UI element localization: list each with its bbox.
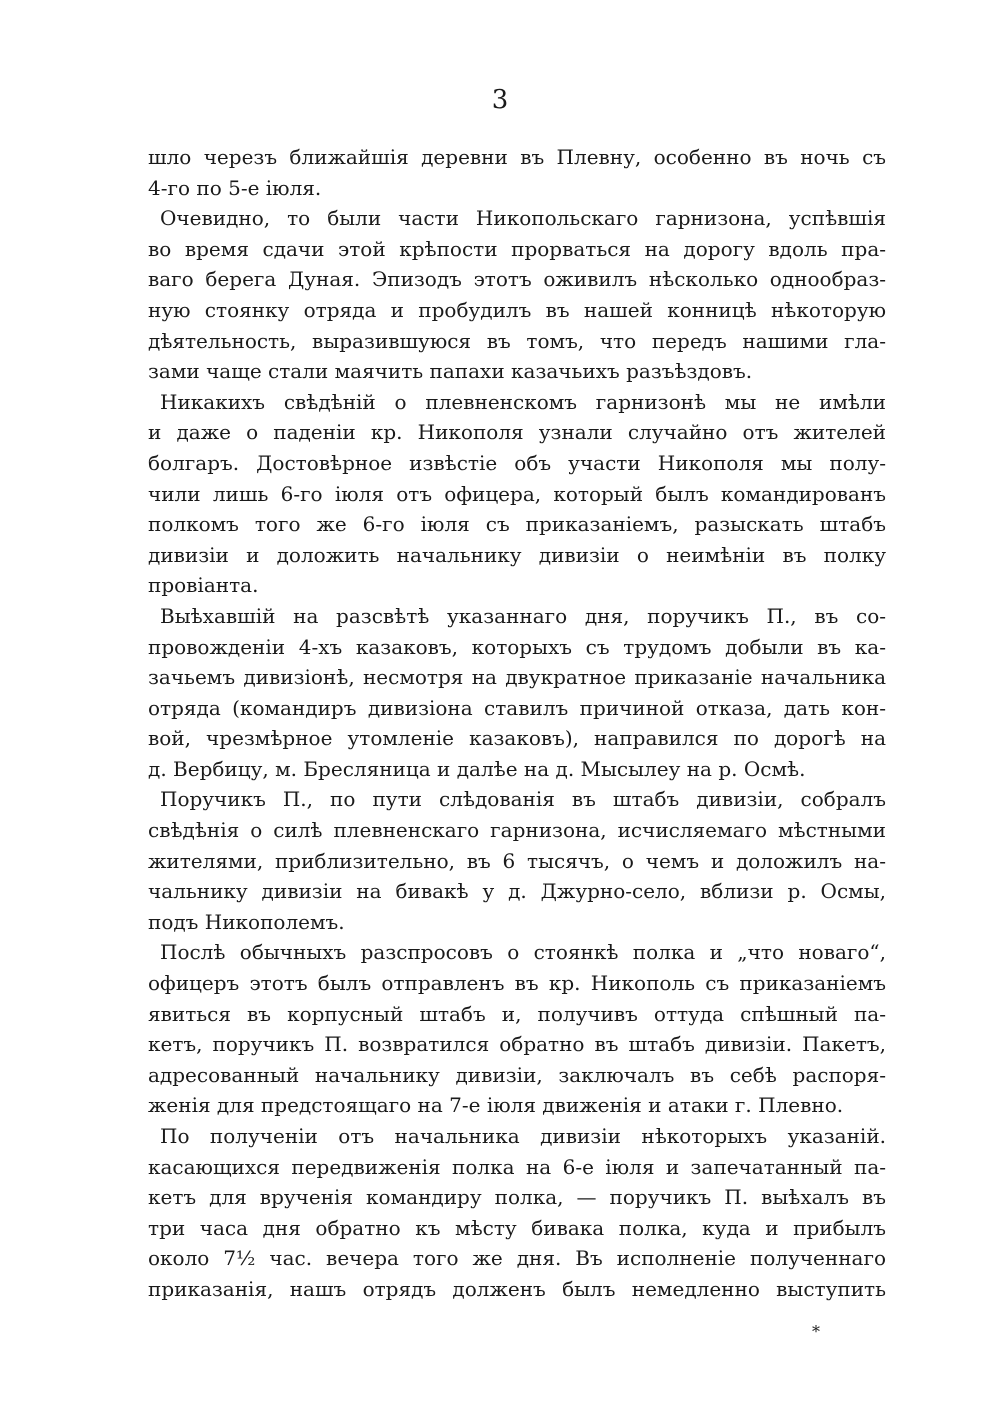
text-line: Послѣ обычныхъ разспросовъ о стоянкѣ полка и „что новаго“,: [160, 940, 886, 965]
text-line: кетъ, поручикъ П. возвратился обратно въ штабъ дивизіи. Пакетъ,: [148, 1032, 886, 1057]
text-line: Никакихъ свѣдѣній о плевненскомъ гарнизонѣ мы не имѣли: [160, 389, 886, 414]
text-line: чальнику дивизіи на бивакѣ у д. Джурно-село, вблизи р. Осмы,: [148, 879, 886, 904]
text-line: полкомъ того же 6-го іюля съ приказаніемъ, разыскать штабъ: [148, 512, 886, 537]
text-line: Очевидно, то были части Никопольскаго гарнизона, успѣвшія: [160, 206, 886, 231]
text-line: шло черезъ ближайшія деревни въ Плевну, особенно въ ночь съ: [148, 145, 886, 169]
text-line: зачьемъ дивизіонѣ, несмотря на двукратное приказаніе начальника: [148, 665, 886, 690]
text-line: женія для предстоящаго на 7-е іюля движенія и атаки г. Плевно.: [148, 1093, 844, 1118]
paragraph: [148, 203, 886, 387]
text-line: 4-го по 5-е іюля.: [148, 175, 322, 200]
text-line: офицеръ этотъ былъ отправленъ въ кр. Никополь съ приказаніемъ: [148, 971, 886, 996]
text-line: провіанта.: [148, 573, 259, 598]
paragraph: [148, 937, 886, 1121]
text-line: подъ Никополемъ.: [148, 909, 345, 934]
text-line: приказанія, нашъ отрядъ долженъ былъ немедленно выступить: [148, 1276, 886, 1301]
text-line: касающихся передвиженія полка на 6-е іюля и запечатанный па-: [148, 1154, 886, 1179]
text-line: и даже о паденіи кр. Никополя узнали случайно отъ жителей: [148, 420, 886, 445]
text-line: явиться въ корпусный штабъ и, получивъ оттуда спѣшный па-: [148, 1001, 886, 1026]
text-line: Поручикъ П., по пути слѣдованія въ штабъ дивизіи, собралъ: [160, 787, 886, 812]
paragraph: [148, 784, 886, 937]
text-line: около 7½ час. вечера того же дня. Въ исполненіе полученнаго: [148, 1246, 886, 1271]
text-line: По полученіи отъ начальника дивизіи нѣкоторыхъ указаній.: [160, 1124, 886, 1148]
text-line: свѣдѣнія о силѣ плевненскаго гарнизона, исчисляемаго мѣстными: [148, 818, 886, 843]
signature-mark: *: [812, 1322, 820, 1341]
paragraph: [148, 142, 886, 203]
text-line: жителями, приблизительно, въ 6 тысячъ, о чемъ и доложилъ на-: [148, 848, 886, 873]
text-line: дѣятельность, выразившуюся въ томъ, что передъ нашими гла-: [148, 328, 886, 353]
text-line: болгаръ. Достовѣрное извѣстіе объ участи Никополя мы полу-: [148, 450, 886, 475]
text-line: зами чаще стали маячить папахи казачьихъ разъѣздовъ.: [148, 359, 753, 384]
paragraph: [148, 1121, 886, 1305]
page-number: 3: [491, 85, 509, 115]
text-line: Выѣхавшій на разсвѣтѣ указаннаго дня, поручикъ П., въ со-: [160, 603, 886, 628]
text-line: кетъ для врученія командиру полка, — поручикъ П. выѣхалъ въ: [148, 1185, 886, 1210]
text-line: ную стоянку отряда и пробудилъ въ нашей конницѣ нѣкоторую: [148, 297, 886, 322]
text-line: провожденіи 4-хъ казаковъ, которыхъ съ трудомъ добыли въ ка-: [148, 634, 886, 659]
text-line: три часа дня обратно къ мѣсту бивака полка, куда и прибылъ: [148, 1215, 886, 1240]
paragraph: [148, 387, 886, 601]
text-line: чили лишь 6-го іюля отъ офицера, который былъ командированъ: [148, 481, 886, 506]
paragraph: [148, 601, 886, 785]
text-line: отряда (командиръ дивизіона ставилъ причиной отказа, дать кон-: [148, 695, 886, 720]
text-line: д. Вербицу, м. Бресляница и далѣе на д. Мысылеу на р. Осмѣ.: [148, 756, 806, 781]
text-line: во время сдачи этой крѣпости прорваться на дорогу вдоль пра-: [148, 236, 886, 261]
text-line: ваго берега Дуная. Эпизодъ этотъ оживилъ нѣсколько однообраз-: [148, 267, 886, 292]
text-body: [148, 142, 886, 1305]
text-line: вой, чрезмѣрное утомленіе казаковъ), направился по дорогѣ на: [148, 726, 886, 751]
text-line: дивизіи и доложить начальнику дивизіи о неимѣніи въ полку: [148, 542, 886, 567]
text-line: адресованный начальнику дивизіи, заключалъ въ себѣ распоря-: [148, 1062, 886, 1087]
